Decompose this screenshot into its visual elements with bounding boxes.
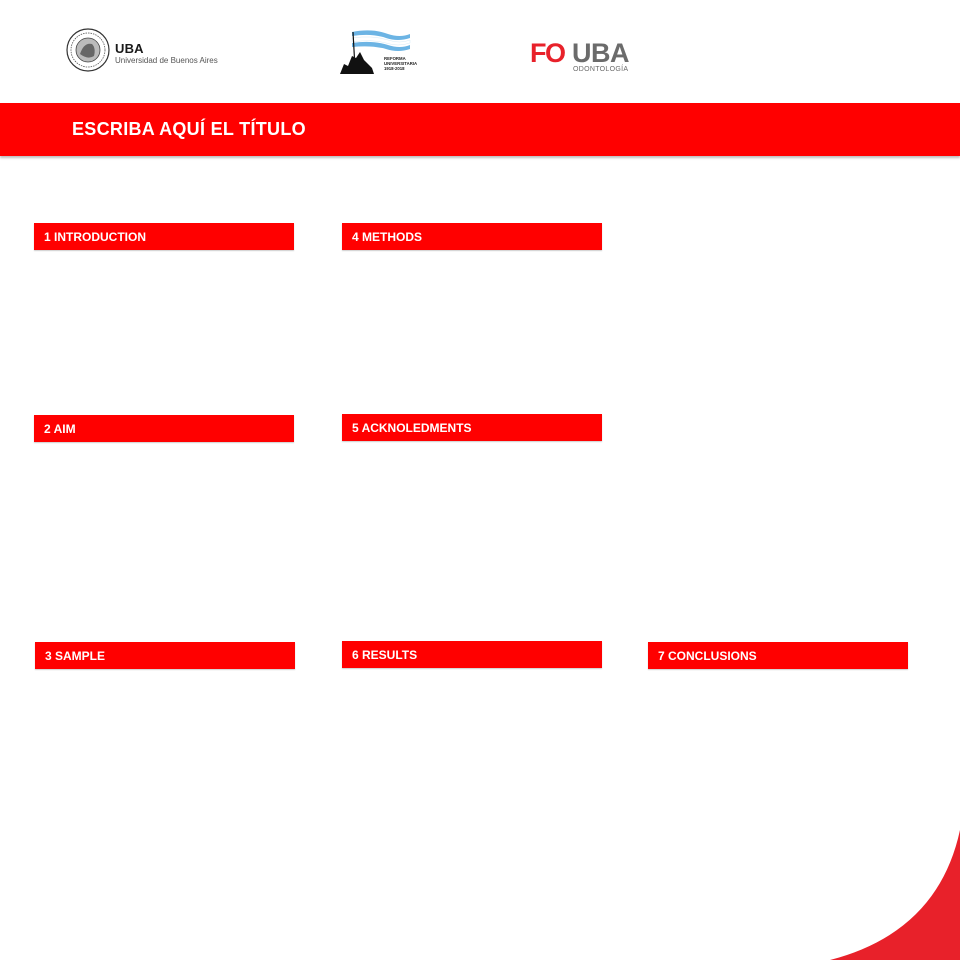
fouba-logo-fo: FO (530, 38, 565, 68)
section-label[interactable]: 2 AIM (44, 422, 76, 436)
section-header-aim (34, 415, 294, 442)
fouba-logo-sub: ODONTOLOGÍA (573, 66, 629, 73)
reforma-line-2: UNIVERSITARIA (384, 61, 418, 66)
reforma-line-1: REFORMA (384, 56, 406, 61)
uba-seal-icon (66, 28, 110, 72)
section-header-results (342, 641, 602, 668)
poster-title[interactable]: ESCRIBA AQUÍ EL TÍTULO (72, 119, 306, 139)
reforma-line-3: 1918-2018 (384, 66, 405, 71)
uba-logo (66, 28, 226, 76)
title-banner (0, 103, 960, 156)
section-label[interactable]: 7 CONCLUSIONS (658, 649, 757, 663)
corner-decoration (820, 820, 960, 960)
section-header-sample (35, 642, 295, 669)
section-label[interactable]: 4 METHODS (352, 230, 423, 244)
uba-logo-name: UBA (115, 41, 144, 56)
uba-logo-subtitle: Universidad de Buenos Aires (115, 56, 218, 65)
section-header-acknowledgments (342, 414, 602, 441)
section-label[interactable]: 5 ACKNOLEDMENTS (352, 421, 472, 435)
section-label[interactable]: 6 RESULTS (352, 648, 418, 662)
section-header-methods (342, 223, 602, 250)
reforma-logo (338, 28, 420, 76)
fouba-logo-uba: UBA (572, 38, 629, 68)
section-label[interactable]: 3 SAMPLE (45, 649, 106, 663)
section-header-introduction (34, 223, 294, 250)
section-label[interactable]: 1 INTRODUCTION (44, 230, 146, 244)
fouba-logo (530, 38, 640, 78)
section-header-conclusions (648, 642, 908, 669)
